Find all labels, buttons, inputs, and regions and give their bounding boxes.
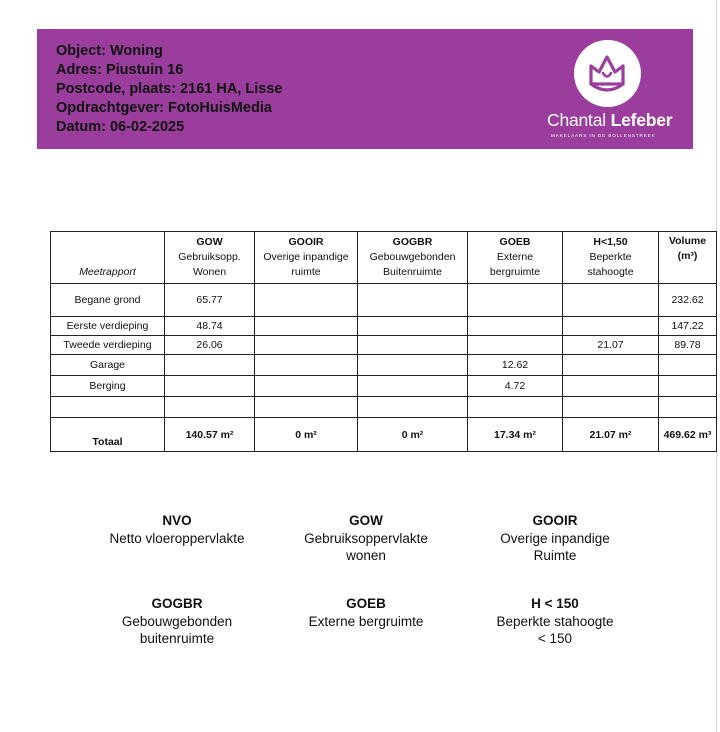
table-cell — [358, 336, 468, 355]
legend-desc: Gebruiksoppervlakte — [304, 530, 428, 546]
col-header-goeb: GOEB Externe bergruimte — [468, 232, 563, 284]
col-header-volume: Volume (m³) — [659, 232, 717, 284]
table-cell: 4.72 — [468, 376, 563, 397]
logo-wordmark — [547, 110, 687, 131]
legend-abbr: GOEB — [346, 596, 386, 611]
object-line: Object: Woning — [56, 43, 163, 59]
table-title: Meetrapport — [51, 232, 165, 284]
table-cell — [255, 376, 358, 397]
table-row — [51, 284, 717, 317]
legend-desc: Externe bergruimte — [308, 613, 424, 629]
table-cell: 65.77 — [165, 284, 255, 317]
col-header-gow: GOW Gebruiksopp. Wonen — [165, 232, 255, 284]
table-cell — [563, 317, 659, 336]
table-cell — [165, 355, 255, 376]
col-header-gooir: GOOIR Overige inpandige ruimte — [255, 232, 358, 284]
legend-desc: Ruimte — [533, 548, 577, 563]
tulip-logo-icon — [574, 40, 641, 107]
table-cell — [255, 284, 358, 317]
table-cell — [468, 284, 563, 317]
legend-item — [276, 512, 456, 565]
row-label: Begane grond — [51, 284, 165, 317]
table-cell — [468, 336, 563, 355]
legend-item — [87, 512, 267, 547]
legend-desc: < 150 — [537, 631, 573, 646]
postcode-line: Postcode, plaats: 2161 HA, Lisse — [56, 81, 283, 97]
table-cell — [358, 397, 468, 418]
legend-desc: Beperkte stahoogte — [496, 613, 614, 629]
table-cell: 48.74 — [165, 317, 255, 336]
legend-abbr: H < 150 — [531, 596, 579, 611]
table-cell — [468, 397, 563, 418]
table-cell — [358, 376, 468, 397]
row-label: Eerste verdieping — [51, 317, 165, 336]
table-cell — [165, 376, 255, 397]
logo-first-name: Chantal — [547, 110, 606, 130]
table-cell — [563, 397, 659, 418]
legend-item — [465, 595, 645, 648]
table-cell — [358, 317, 468, 336]
logo-last-name: Lefeber — [610, 110, 673, 130]
logo-tagline: MAKELAARS IN DE BOLLENSTREEK — [551, 133, 656, 138]
col-header-gogbr: GOGBR Gebouwgebonden Buitenruimte — [358, 232, 468, 284]
table-cell — [563, 355, 659, 376]
legend-desc: Gebouwgebonden — [121, 613, 233, 629]
legend-abbr: GOW — [349, 513, 383, 528]
total-cell: 21.07 m² — [563, 418, 659, 452]
table-cell: 26.06 — [165, 336, 255, 355]
table-row — [51, 336, 717, 355]
total-cell: 17.34 m² — [468, 418, 563, 452]
total-cell: 140.57 m² — [165, 418, 255, 452]
header-banner — [37, 29, 693, 149]
table-row — [51, 317, 717, 336]
measurement-table — [50, 231, 717, 452]
table-cell — [255, 317, 358, 336]
total-cell: 0 m² — [255, 418, 358, 452]
legend-desc: Overige inpandige — [500, 530, 610, 546]
row-label: Tweede verdieping — [51, 336, 165, 355]
date-line: Datum: 06-02-2025 — [56, 119, 185, 135]
table-cell — [659, 355, 717, 376]
legend-abbr: GOGBR — [151, 596, 203, 611]
table-cell — [659, 397, 717, 418]
legend-item — [276, 595, 456, 630]
table-cell — [358, 355, 468, 376]
property-details — [56, 42, 282, 137]
table-row — [51, 376, 717, 397]
table-cell: 147.22 — [659, 317, 717, 336]
table-cell — [255, 355, 358, 376]
table-total-row — [51, 418, 717, 452]
legend-desc: wonen — [346, 548, 386, 563]
table-cell: 21.07 — [563, 336, 659, 355]
legend-item — [465, 512, 645, 565]
total-cell: 469.62 m³ — [659, 418, 717, 452]
legend-abbr: NVO — [162, 513, 192, 528]
legend-desc: buitenruimte — [139, 631, 215, 646]
table-cell — [358, 284, 468, 317]
table-row — [51, 355, 717, 376]
table-cell — [255, 336, 358, 355]
total-label: Totaal — [51, 418, 165, 452]
client-line: Opdrachtgever: FotoHuisMedia — [56, 100, 272, 116]
table-cell: 232.62 — [659, 284, 717, 317]
table-cell — [659, 376, 717, 397]
legend-abbr: GOOIR — [532, 513, 578, 528]
table-cell — [255, 397, 358, 418]
table-cell — [563, 284, 659, 317]
table-cell: 89.78 — [659, 336, 717, 355]
legend-item — [87, 595, 267, 648]
total-cell: 0 m² — [358, 418, 468, 452]
col-header-h150: H<1,50 Beperkte stahoogte — [563, 232, 659, 284]
table-header-row — [51, 232, 717, 284]
table-cell — [165, 397, 255, 418]
table-cell — [468, 317, 563, 336]
address-line: Adres: Piustuin 16 — [56, 62, 184, 78]
legend-desc: Netto vloeroppervlakte — [109, 530, 245, 546]
table-cell — [563, 376, 659, 397]
row-label: Berging — [51, 376, 165, 397]
row-label — [51, 397, 165, 418]
table-cell: 12.62 — [468, 355, 563, 376]
row-label: Garage — [51, 355, 165, 376]
company-logo — [537, 39, 687, 144]
table-row-empty — [51, 397, 717, 418]
